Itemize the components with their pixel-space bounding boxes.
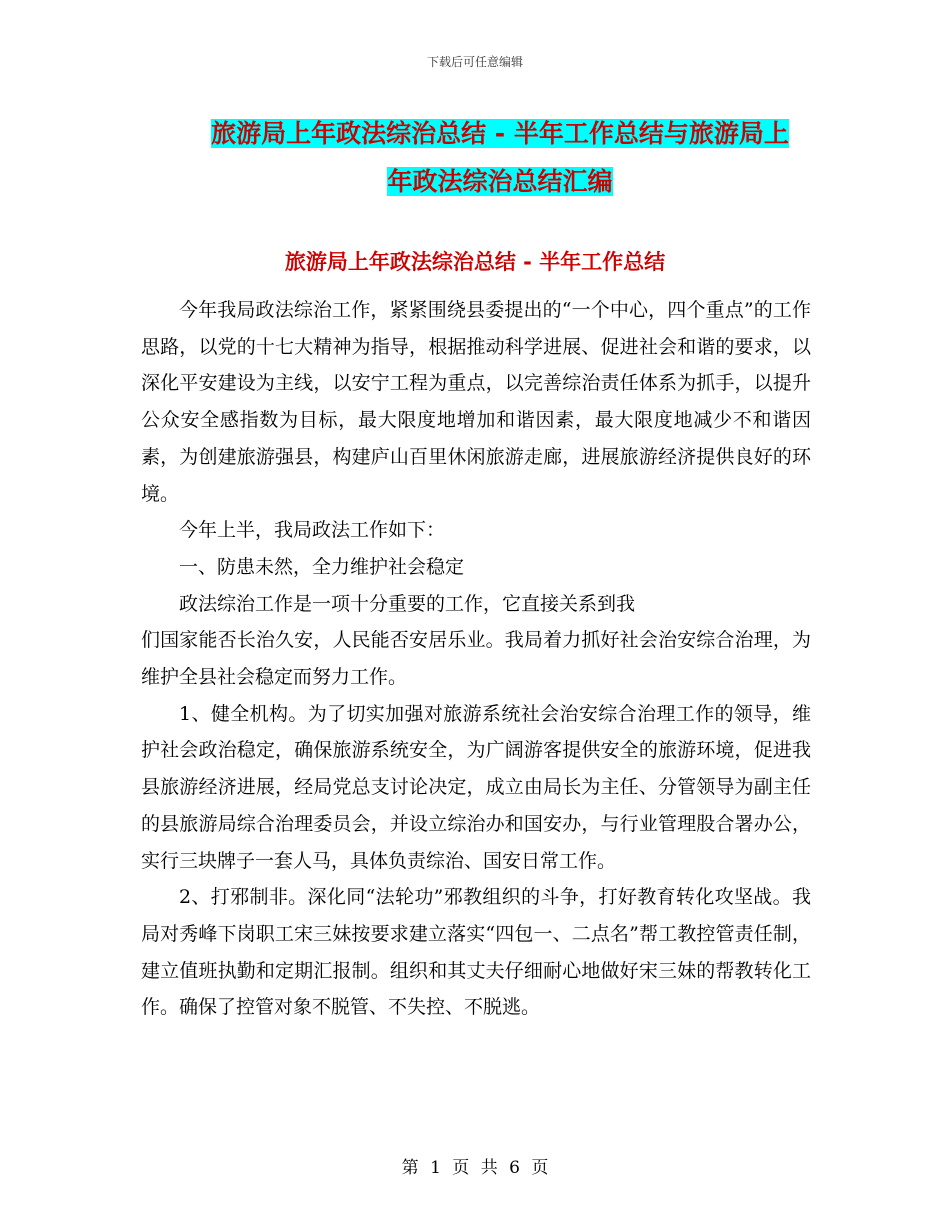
page-footer: 第 1 页 共 6 页 (401, 1158, 549, 1178)
paragraph-item-1: 1、健全机构。为了切实加强对旅游系统社会治安综合治理工作的领导，维护社会政治稳定，确保旅游系统安全，为广阔游客提供安全的旅游环境，促进我县旅游经济进展，经局党总支讨论决定，成立由局长为主任、分管领导为副主任的县旅游局综合治理委员会，并设立综治办和国安办，与行业管理股合署办公，实行三块牌子一套人马，具体负责综治、国安日常工作。 (141, 702, 811, 872)
document-body (141, 292, 811, 1026)
paragraph-continuation: 们国家能否长治久安，人民能否安居乐业。我局着力抓好社会治安综合治理，为维护全县社会稳定而努力工作。 (141, 629, 811, 689)
paragraph-item-2: 2、打邪制非。深化同“法轮功”邪教组织的斗争，打好教育转化攻坚战。我局对秀峰下岗职工宋三妹按要求建立落实“四包一、二点名”帮工教控管责任制，建立值班执勤和定期汇报制。组织和其丈夫仔细耐心地做好宋三妹的帮教转化工作。确保了控管对象不脱管、不失控、不脱逃。 (141, 886, 811, 1019)
main-title-line-1: 旅游局上年政法综治总结 - 半年工作总结与旅游局上 (211, 119, 789, 148)
header-note: 下载后可任意编辑 (426, 55, 523, 69)
section-title: 旅游局上年政法综治总结 - 半年工作总结 (284, 250, 666, 274)
paragraph-summary-lead: 今年上半，我局政法工作如下： (179, 519, 446, 542)
paragraph-intro: 今年我局政法综治工作，紧紧围绕县委提出的“一个中心，四个重点”的工作思路，以党的十七大精神为指导，根据推动科学进展、促进社会和谐的要求，以深化平安建设为主线，以安宁工程为重点，以完善综治责任体系为抓手，以提升公众安全感指数为目标，最大限度地增加和谐因素，最大限度地减少不和谐因素，为创建旅游强县，构建庐山百里休闲旅游走廊，进展旅游经济提供良好的环境。 (141, 299, 811, 505)
paragraph-heading-1: 一、防患未然，全力维护社会稳定 (179, 555, 465, 578)
main-title-line-2: 年政法综治总结汇编 (387, 167, 613, 196)
document-main-title (140, 110, 860, 206)
paragraph-fragment: 政法综治工作是一项十分重要的工作，它直接关系到我 (179, 592, 636, 615)
